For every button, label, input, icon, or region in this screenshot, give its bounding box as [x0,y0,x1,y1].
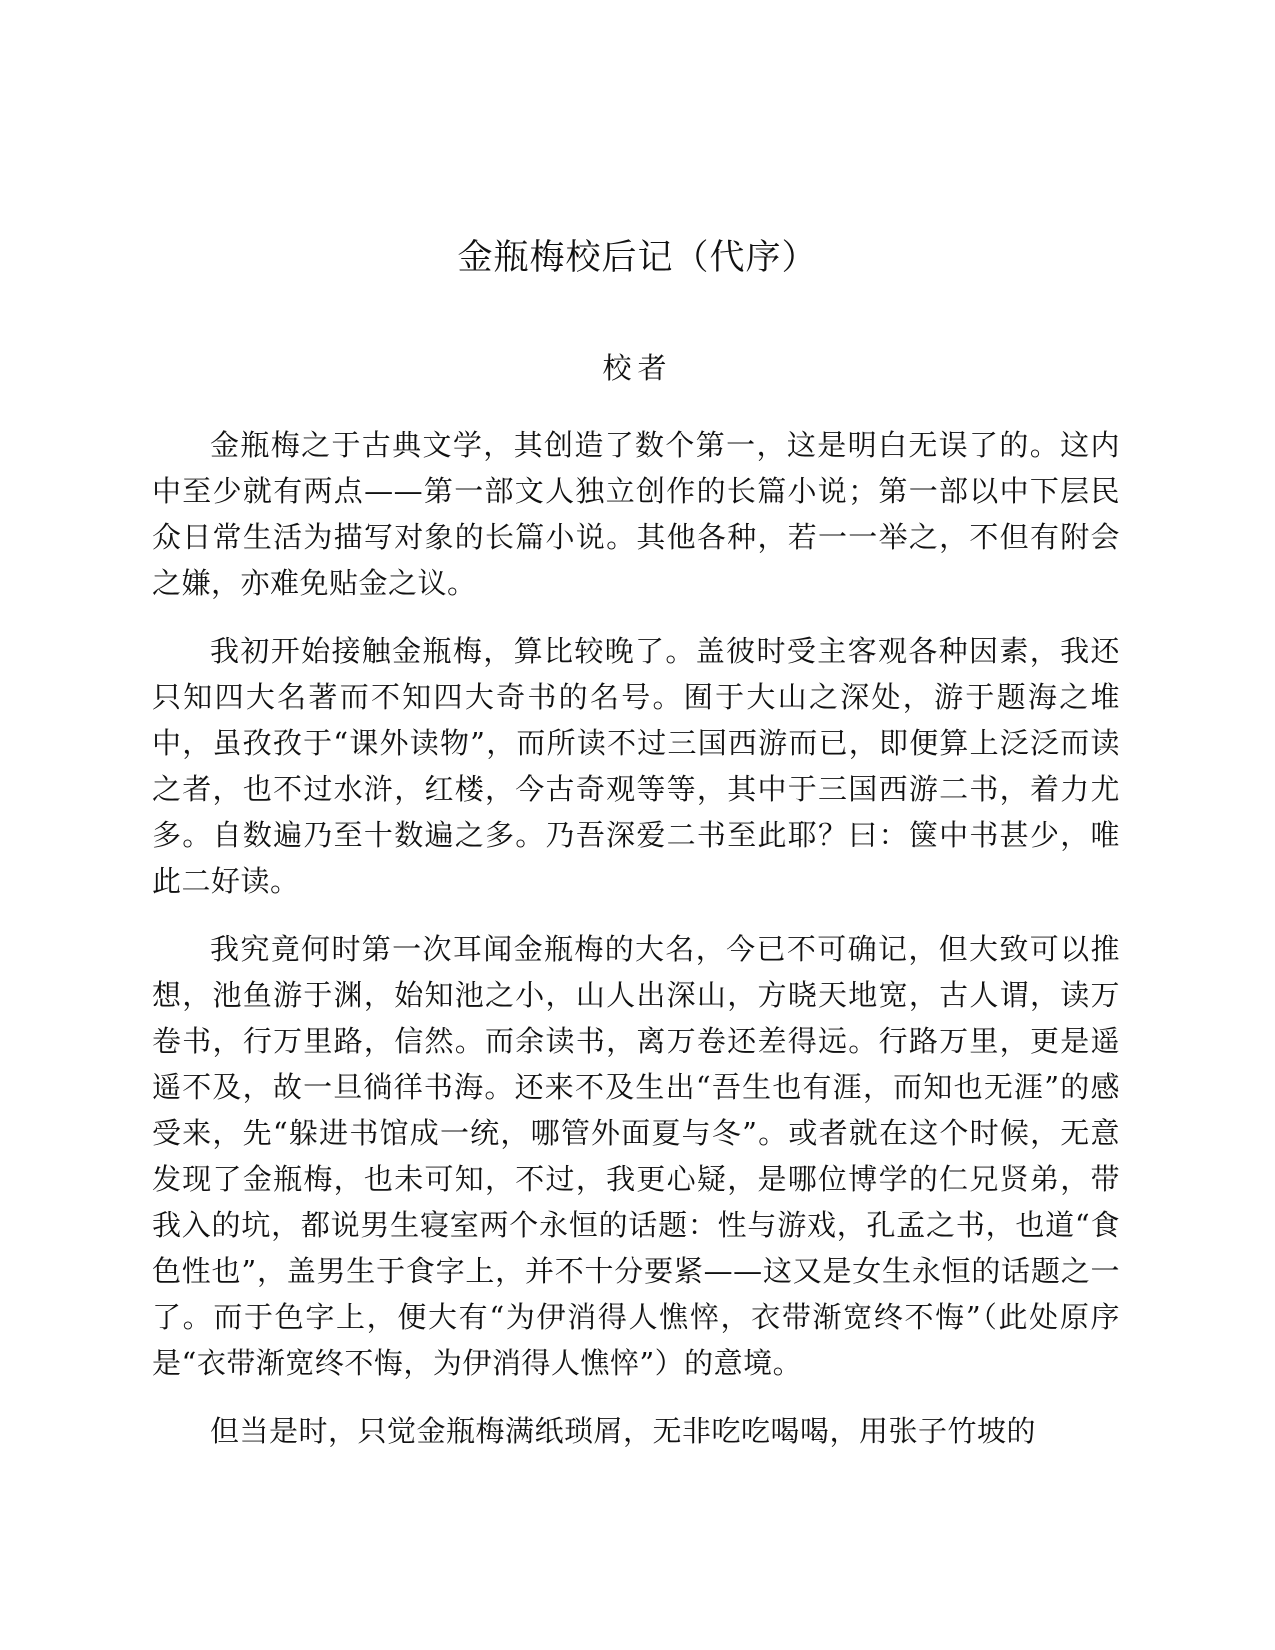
document-author: 校者 [602,351,673,385]
document-title: 金瓶梅校后记（代序） [457,238,818,278]
paragraph-3: 我究竟何时第一次耳闻金瓶梅的大名，今已不可确记，但大致可以推想，池鱼游于渊，始知池之小，山人出深山，方晓天地宽，古人谓，读万卷书，行万里路，信然。而余读书，离万卷还差得远。行路万里，更是遥遥不及，故一旦徜徉书海。还来不及生出“吾生也有涯，而知也无涯”的感受来，先“躲进书馆成一统，哪管外面夏与冬”。或者就在这个时候，无意发现了金瓶梅，也未可知，不过，我更心疑，是哪位博学的仁兄贤弟，带我入的坑，都说男生寝室两个永恒的话题：性与游戏，孔孟之书，也道“食色性也”，盖男生于食字上，并不十分要紧——这又是女生永恒的话题之一了。而于色字上，便大有“为伊消得人憔悴，衣带渐宽终不悔”（此处原序是“衣带渐宽终不悔，为伊消得人憔悴”）的意境。 [152,932,1120,1380]
paragraph-2: 我初开始接触金瓶梅，算比较晚了。盖彼时受主客观各种因素，我还只知四大名著而不知四大奇书的名号。囿于大山之深处，游于题海之堆中，虽孜孜于“课外读物”，而所读不过三国西游而已，即便算上泛泛而读之者，也不过水浒，红楼，今古奇观等等，其中于三国西游二书，着力尤多。自数遍乃至十数遍之多。乃吾深爱二书至此耶？曰：箧中书甚少，唯此二好读。 [152,634,1120,898]
paragraph-4: 但当是时，只觉金瓶梅满纸琐屑，无非吃吃喝喝，用张子竹坡的 [210,1414,1037,1448]
paragraph-1: 金瓶梅之于古典文学，其创造了数个第一，这是明白无误了的。这内中至少就有两点——第一部文人独立创作的长篇小说；第一部以中下层民众日常生活为描写对象的长篇小说。其他各种，若一一举之，不但有附会之嫌，亦难免贴金之议。 [152,428,1120,600]
document-body [152,422,1120,1476]
